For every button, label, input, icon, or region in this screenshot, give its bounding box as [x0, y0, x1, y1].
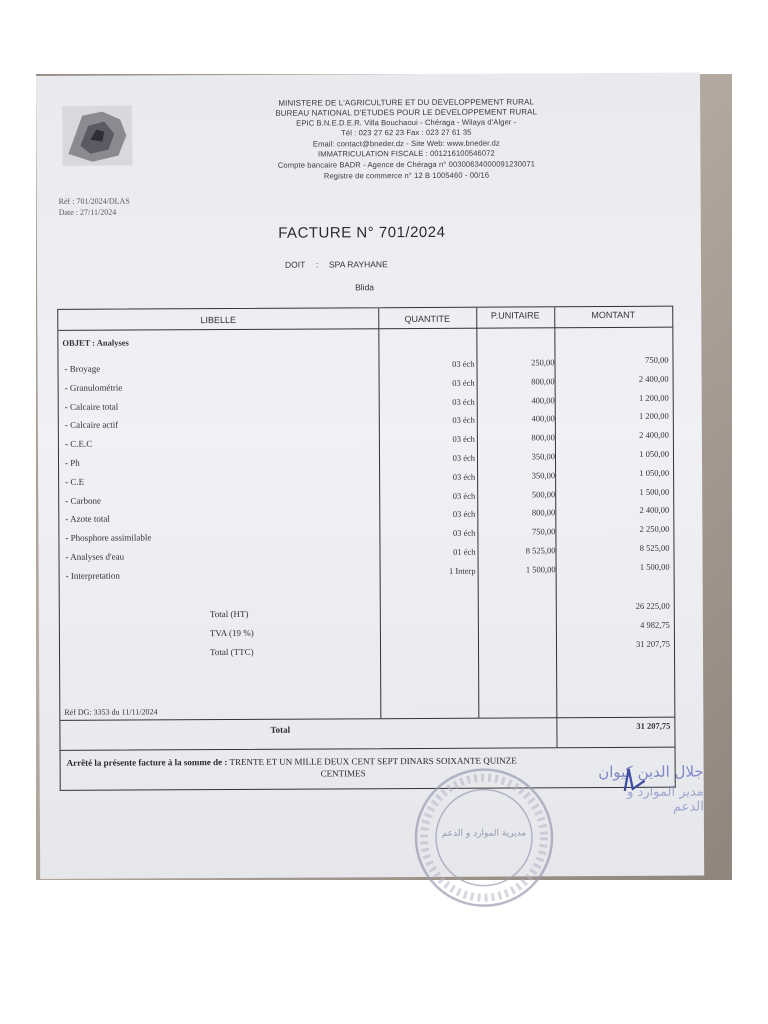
line-item-unit-price: 250,00: [531, 357, 555, 368]
line-item-amount: 1 050,00: [639, 467, 670, 478]
line-item-label: - Azote total: [65, 514, 110, 525]
ref-dg: Réf DG: 3353 du 11/11/2024: [64, 707, 158, 717]
line-item-unit-price: 800,00: [531, 376, 555, 387]
header-line-phone: Tél : 023 27 62 23 Fax : 023 27 61 35: [341, 127, 472, 138]
invoice-date: Date : 27/11/2024: [58, 207, 117, 217]
line-item-unit-price: 500,00: [531, 488, 556, 500]
line-item-unit-price: 8 525,00: [525, 545, 556, 556]
line-item-quantity: 03 éch: [452, 490, 476, 501]
total-ht-amount: 26 225,00: [635, 600, 670, 611]
line-item-amount: 8 525,00: [639, 542, 670, 553]
doit-separator: :: [315, 259, 319, 270]
objet-text: OBJET : Analyses: [62, 337, 129, 348]
total-ttc-label: Total (TTC): [209, 646, 254, 658]
line-item-label: - Calcaire total: [64, 401, 119, 412]
line-item-quantity: 03 éch: [452, 509, 476, 520]
total-ttc-amount: 31 207,75: [635, 638, 671, 649]
reference-number: Réf : 701/2024/DLAS: [58, 196, 130, 206]
header-line-address: EPIC B.N.E.D.E.R. Villa Bouchaoui - Chéraga - Wilaya d'Alger -: [296, 117, 517, 128]
line-item-label: - Phosphore assimilable: [65, 532, 152, 544]
header-prix-unitaire: P.UNITAIRE: [490, 310, 540, 321]
line-item-quantity: 03 éch: [452, 527, 476, 539]
line-item-amount: 2 250,00: [639, 523, 670, 535]
amount-in-words-prefix: Arrêté la présente facture à la somme de :: [66, 757, 228, 768]
header-line-registry: Registre de commerce n° 12 B 1005460 - 00/16: [323, 170, 490, 181]
line-item-unit-price: 750,00: [531, 526, 556, 537]
objet-line: [62, 338, 129, 348]
header-montant: MONTANT: [591, 309, 636, 321]
line-item-quantity: 03 éch: [452, 377, 475, 388]
line-item-label: - Calcaire actif: [64, 419, 119, 431]
signatory-name: جلال الدين كيوان: [598, 762, 704, 782]
line-item-unit-price: 800,00: [531, 507, 556, 518]
line-item-label: - Broyage: [64, 363, 101, 374]
line-item-amount: 1 050,00: [639, 448, 670, 459]
line-item-label: - Ph: [64, 457, 80, 468]
client-name: SPA RAYHANE: [328, 259, 388, 270]
line-item-unit-price: 800,00: [531, 432, 555, 443]
invoice-table: [57, 306, 675, 751]
line-item-quantity: 03 éch: [452, 433, 475, 445]
line-item-unit-price: 400,00: [531, 394, 555, 406]
line-item-quantity: 03 éch: [452, 415, 475, 426]
invoice-page: [36, 73, 704, 879]
header-libelle: LIBELLE: [200, 314, 237, 326]
doit-label: DOIT: [284, 259, 306, 270]
line-item-amount: 2 400,00: [638, 373, 669, 384]
total-ht-label: Total (HT): [209, 608, 249, 620]
line-item-label: - Carbone: [65, 495, 101, 506]
line-item-quantity: 03 éch: [452, 396, 475, 407]
header-line-email: Email: contact@bneder.dz - Site Web: www.bneder.dz: [312, 138, 500, 149]
header-line-ministry: MINISTERE DE L'AGRICULTURE ET DU DEVELOPPEMENT RURAL: [278, 97, 534, 108]
stamp-center-text: مديرية الموارد و الدعم: [441, 828, 527, 839]
amount-in-words-text: TRENTE ET UN MILLE DEUX CENT SEPT DINARS SOIXANTE QUINZE: [229, 755, 517, 767]
line-item-amount: 2 400,00: [639, 429, 669, 441]
line-item-quantity: 03 éch: [452, 471, 476, 482]
line-item-amount: 1 200,00: [638, 392, 669, 403]
line-item-label: - Interpretation: [65, 570, 120, 581]
grand-total-amount: 31 207,75: [636, 720, 671, 731]
line-item-label: - C.E: [65, 476, 85, 487]
line-item-label: - Analyses d'eau: [65, 551, 125, 562]
line-item-quantity: 01 éch: [453, 546, 476, 557]
line-item-unit-price: 1 500,00: [525, 564, 556, 575]
grand-total-label: Total: [270, 724, 291, 735]
line-item-quantity: 03 éch: [452, 452, 476, 463]
header-divider: [58, 327, 672, 331]
line-item-amount: 750,00: [645, 354, 669, 365]
line-item-unit-price: 350,00: [531, 451, 556, 462]
header-line-bureau: BUREAU NATIONAL D'ETUDES POUR LE DEVELOPPEMENT RURAL: [275, 107, 538, 118]
header-line-bank: Compte bancaire BADR - Agence de Chéraga n° 00300634000091230071: [277, 159, 536, 170]
signature-block: [585, 763, 704, 816]
tva-label: TVA (19 %): [209, 627, 254, 639]
line-item-amount: 1 500,00: [639, 561, 670, 572]
line-item-quantity: 03 éch: [452, 358, 475, 369]
handwritten-signature-mark: [615, 761, 655, 801]
client-city: Blida: [355, 282, 375, 293]
official-stamp: [410, 763, 559, 912]
amount-in-words-continuation: CENTIMES: [320, 768, 366, 779]
amount-in-words-box: [60, 747, 676, 791]
line-item-unit-price: 350,00: [531, 470, 556, 481]
line-item-unit-price: 400,00: [531, 413, 555, 424]
signatory-title: مدير الموارد و الدعم: [627, 784, 704, 815]
line-item-label: - C.E.C: [64, 438, 93, 450]
line-item-amount: 2 400,00: [639, 505, 670, 516]
line-item-amount: 1 500,00: [639, 486, 670, 497]
invoice-title: FACTURE N° 701/2024: [278, 223, 446, 242]
header-quantite: QUANTITE: [404, 313, 451, 325]
header-line-fiscal: IMMATRICULATION FISCALE : 001216100546072: [317, 148, 495, 159]
line-item-label: - Granulométrie: [64, 382, 123, 393]
line-item-amount: 1 200,00: [639, 411, 669, 422]
tva-amount: 4 982,75: [640, 619, 670, 630]
line-item-quantity: 1 Interp: [448, 565, 476, 576]
